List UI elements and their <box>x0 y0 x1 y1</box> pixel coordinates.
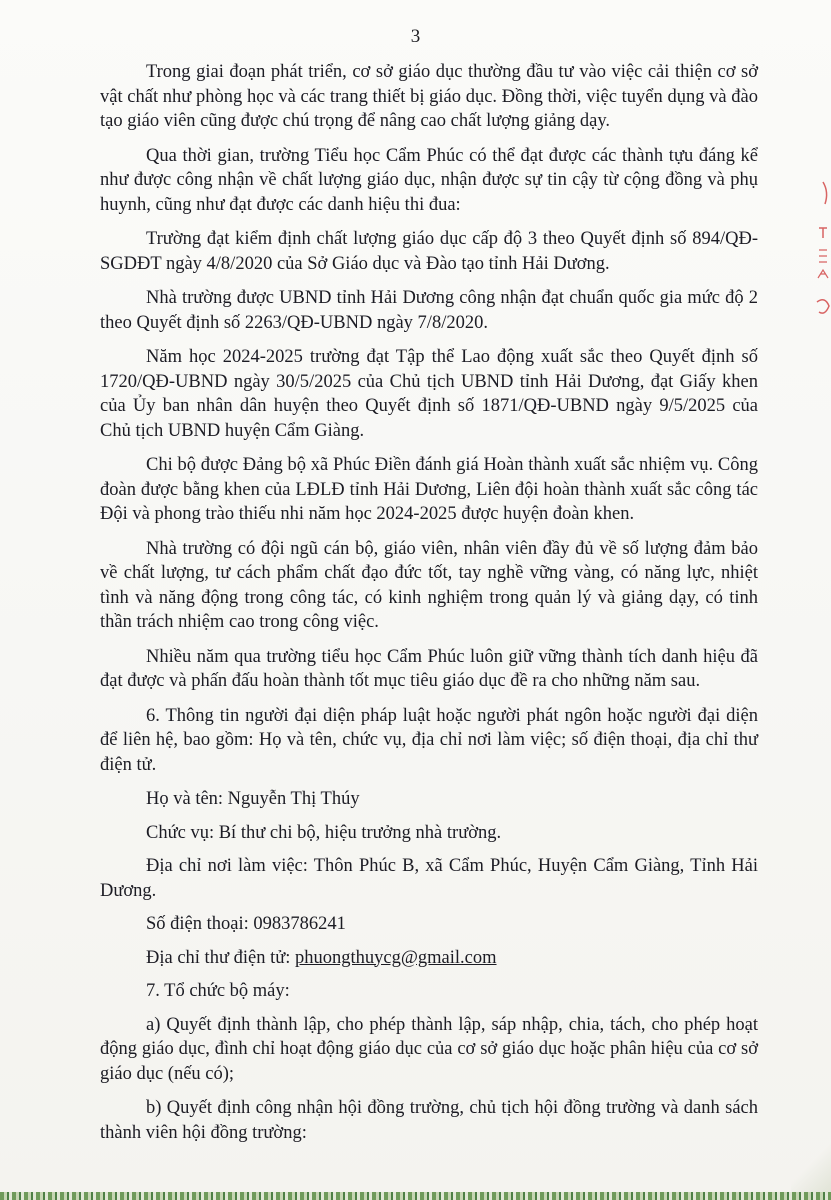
paragraph-section-6: 6. Thông tin người đại diện pháp luật hoặc người phát ngôn hoặc người đại diện để liên hệ, bao gồm: Họ và tên, chức vụ, địa chỉ nơi làm việc; số điện thoại, địa chỉ thư điện tử. <box>100 705 758 775</box>
paragraph-national-standard: Nhà trường được UBND tỉnh Hải Dương công nhận đạt chuẩn quốc gia mức độ 2 theo Quyết định số 2263/QĐ-UBND ngày 7/8/2020. <box>100 288 758 333</box>
stamp-edge-marks <box>809 178 831 328</box>
page-number: 3 <box>410 26 421 47</box>
contact-phone: Số điện thoại: 0983786241 <box>146 914 346 934</box>
contact-name: Họ và tên: Nguyễn Thị Thúy <box>146 789 360 809</box>
contact-email-link[interactable]: phuongthuycg@gmail.com <box>295 947 497 968</box>
paragraph-achievements-intro: Qua thời gian, trường Tiểu học Cẩm Phúc có thể đạt được các thành tựu đáng kể như được công nhận về chất lượng giáo dục, nhận được sự tin cậy từ cộng đồng và phụ huynh, cũng như đạt được các danh hiệu thi đua: <box>100 145 758 215</box>
section-7-item-b: b) Quyết định công nhận hội đồng trường, chủ tịch hội đồng trường và danh sách thành viên hội đồng trường: <box>100 1098 758 1143</box>
paragraph-accreditation: Trường đạt kiểm định chất lượng giáo dục cấp độ 3 theo Quyết định số 894/QĐ-SGDĐT ngày 4/8/2020 của Sở Giáo dục và Đào tạo tỉnh Hải Dương. <box>100 229 758 274</box>
paragraph-labor-award: Năm học 2024-2025 trường đạt Tập thể Lao động xuất sắc theo Quyết định số 1720/QĐ-UBND ngày 30/5/2025 của Chủ tịch UBND tỉnh Hải Dương, đạt Giấy khen của Ủy ban nhân dân huyện theo Quyết định số 1871/QĐ-UBND ngày 9/5/2025 của Chủ tịch UBND huyện Cẩm Giàng. <box>100 347 758 441</box>
stamp-fragment-icon <box>809 178 831 328</box>
section-7-heading: 7. Tổ chức bộ máy: <box>146 981 290 1001</box>
contact-position: Chức vụ: Bí thư chi bộ, hiệu trưởng nhà trường. <box>146 822 502 843</box>
green-bottom-border <box>0 1192 831 1200</box>
paragraph-maintain-achievements: Nhiều năm qua trường tiểu học Cẩm Phúc luôn giữ vững thành tích danh hiệu đã đạt được và phấn đấu hoàn thành tốt mục tiêu giáo dục đề ra cho những năm sau. <box>100 646 758 691</box>
paper-corner-shade <box>791 1132 831 1192</box>
section-7-item-a: a) Quyết định thành lập, cho phép thành lập, sáp nhập, chia, tách, cho phép hoạt động giáo dục, đình chỉ hoạt động giáo dục của cơ sở giáo dục hoặc phân hiệu của cơ sở giáo dục (nếu có); <box>100 1014 758 1084</box>
contact-email-line <box>100 946 758 971</box>
paragraph-staff: Nhà trường có đội ngũ cán bộ, giáo viên, nhân viên đầy đủ về số lượng đảm bảo về chất lượng, tư cách phẩm chất đạo đức tốt, tay nghề vững vàng, có năng lực, nhiệt tình và năng động trong công tác, có kinh nghiệm trong quản lý và giảng dạy, có tinh thần trách nhiệm cao trong công việc. <box>100 538 758 632</box>
paragraph-party-cell: Chi bộ được Đảng bộ xã Phúc Điền đánh giá Hoàn thành xuất sắc nhiệm vụ. Công đoàn được bằng khen của LĐLĐ tỉnh Hải Dương, Liên đội hoàn thành xuất sắc công tác Đội và phong trào thiếu nhi năm học 2024-2025 được huyện đoàn khen. <box>100 455 758 524</box>
document-body <box>100 60 758 1155</box>
contact-address: Địa chỉ nơi làm việc: Thôn Phúc B, xã Cẩm Phúc, Huyện Cẩm Giàng, Tỉnh Hải Dương. <box>100 856 758 901</box>
paragraph-development: Trong giai đoạn phát triển, cơ sở giáo dục thường đầu tư vào việc cải thiện cơ sở vật chất như phòng học và các trang thiết bị giáo dục. Đồng thời, việc tuyển dụng và đào tạo giáo viên cũng được chú trọng để nâng cao chất lượng giảng dạy. <box>100 62 758 131</box>
contact-email-label: Địa chỉ thư điện tử: <box>146 947 296 968</box>
